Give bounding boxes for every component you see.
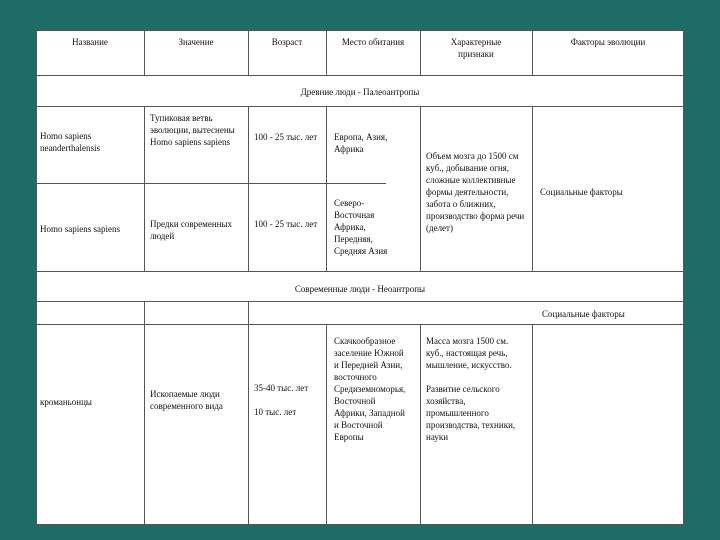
ancient-age-cell: 100 - 25 тыс. лет [254,132,318,142]
col-divider [420,324,421,524]
col-divider [144,106,145,271]
section-title-ancient: Древние люди - Палеоантропы [300,87,420,97]
header-features: Характерные признаки [450,37,502,59]
col-divider [532,324,533,524]
col-divider [248,301,249,524]
header-factors: Факторы эволюции [570,37,646,47]
modern-age-cell: 35-40 тыс. лет [254,383,309,393]
modern-name-cell: кроманьонцы [40,397,92,407]
header-divider [36,75,684,76]
ancient-features-cell: Объем мозга до 1500 см куб., добывание огня, сложные коллективные формы деятельности, забота о ближних, производство форма речи (делет) [426,151,525,233]
col-divider [326,30,327,75]
section-divider [36,301,684,302]
col-divider [326,106,327,271]
ancient-habitat-cell: Северо-Восточная Африка, Передняя, Средняя Азия [334,198,388,256]
modern-factors-cell: Социальные факторы [542,309,625,319]
col-divider [420,30,421,75]
modern-meaning-cell: Ископаемые люди современного вида [150,389,223,411]
col-divider [532,106,533,271]
ancient-name-cell: Homo sapiens neanderthalensis [40,131,100,153]
col-divider [144,301,145,524]
section-divider [36,106,684,107]
ancient-name-cell: Homo sapiens sapiens [40,224,120,234]
row-divider [36,183,386,184]
header-meaning: Значение [178,37,214,47]
ancient-habitat-cell: Европа, Азия, Африка [334,132,388,154]
table-border-top [36,30,684,31]
table-page [36,30,684,525]
header-name: Название [72,37,108,47]
table-border-left [36,30,37,525]
modern-features-cell: Масса мозга 1500 см. куб., настоящая речь, мышление, искусство. [426,336,512,370]
section-divider [36,271,684,272]
header-habitat: Место обитания [341,37,405,47]
ancient-age-cell: 100 - 25 тыс. лет [254,219,318,229]
modern-features-cell: Развитие сельского хозяйства, промышленного производства, техники, науки [426,384,516,442]
modern-age-cell: 10 тыс. лет [254,407,297,417]
col-divider [532,30,533,75]
col-divider [144,30,145,75]
table-border-bottom [36,524,684,525]
col-divider [326,324,327,524]
table-border-right [683,30,684,525]
ancient-meaning-cell: Тупиковая ветвь эволюции, вытеснены Homo sapiens sapiens [150,113,235,147]
section-title-modern: Современные люди - Неоантропы [294,284,426,294]
ancient-factors-cell: Социальные факторы [540,187,623,197]
ancient-meaning-cell: Предки современных людей [150,219,233,241]
col-divider [248,106,249,271]
col-divider [420,106,421,271]
header-age: Возраст [271,37,303,47]
modern-habitat-cell: Скачкообразное заселение Южной и Передней Азии, восточного Средиземноморья, Восточной Африки, Западной и Восточной Европы [334,336,406,442]
col-divider [248,30,249,75]
row-divider [36,324,684,325]
